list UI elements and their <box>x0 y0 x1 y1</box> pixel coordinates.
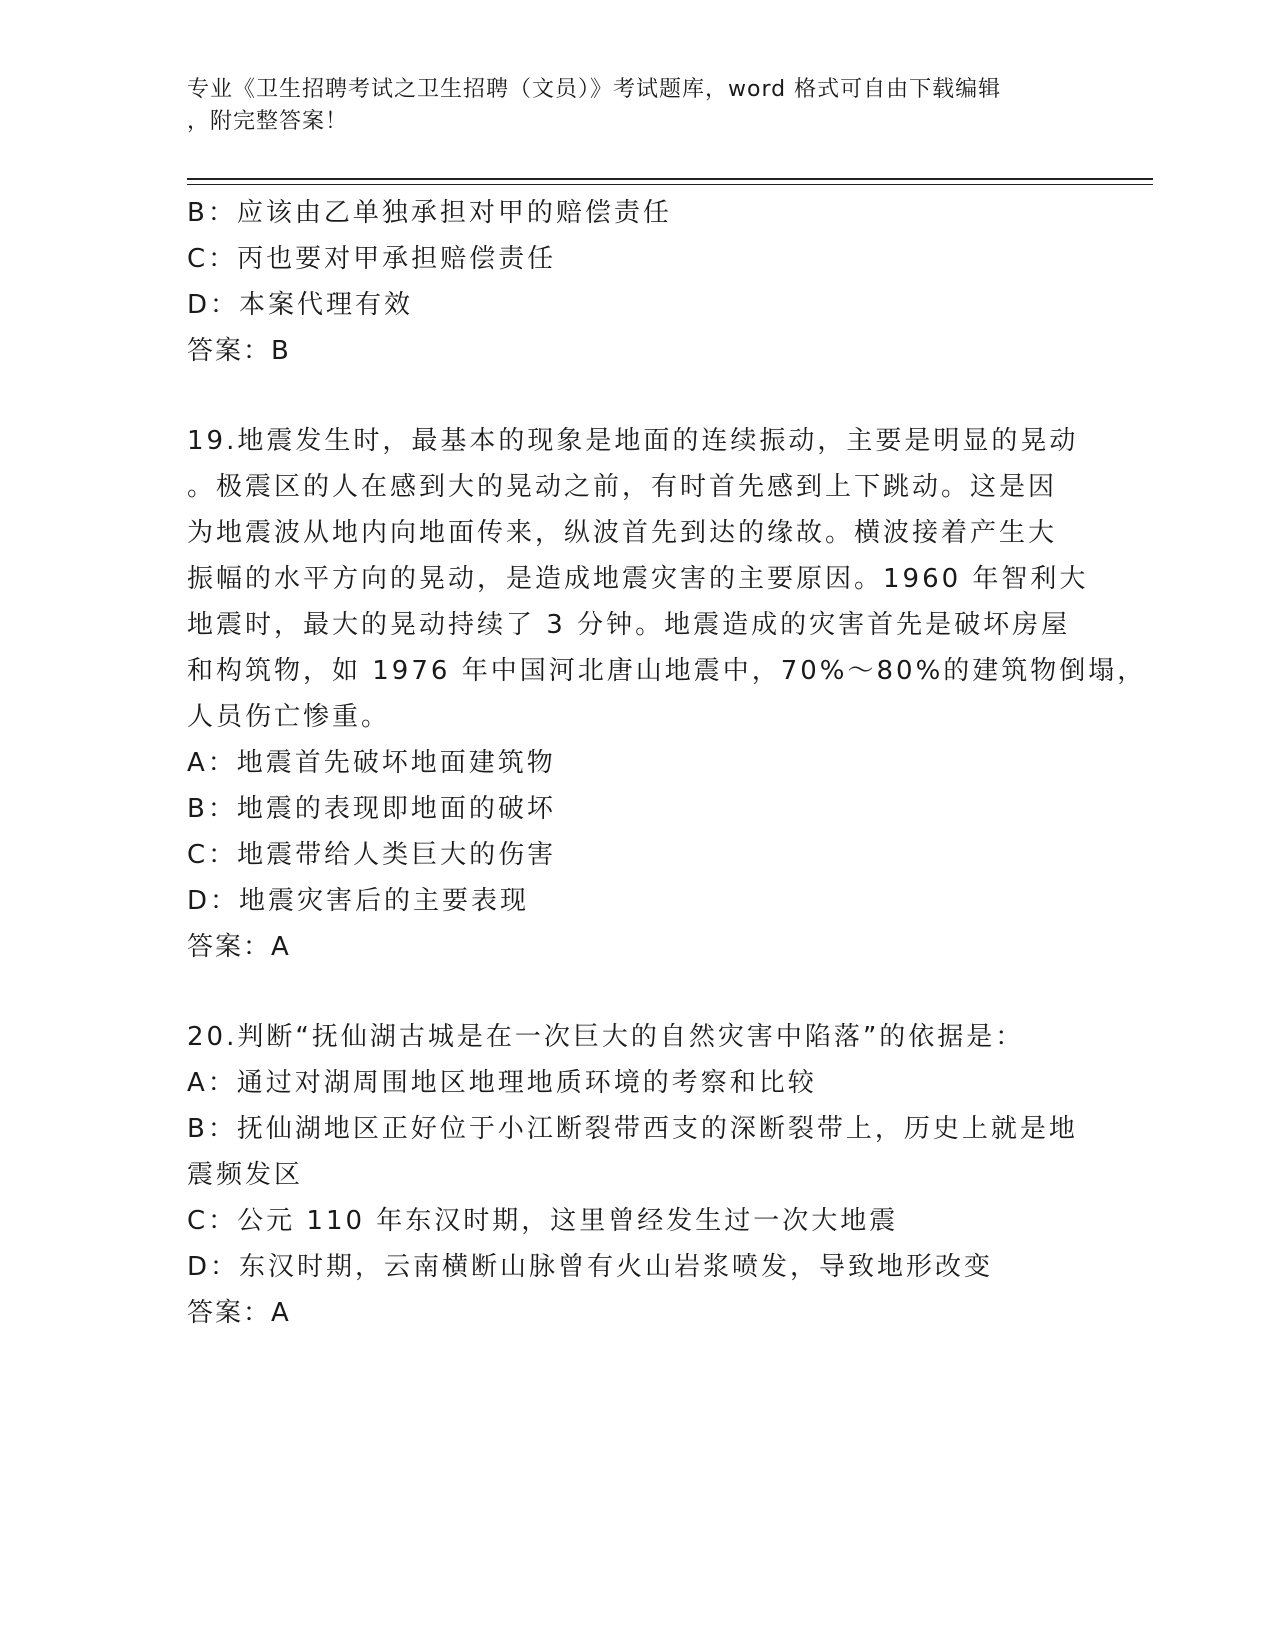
question-20 <box>187 1014 1087 1336</box>
question-stem-line: 振幅的水平方向的晃动，是造成地震灾害的主要原因。1960 年智利大 <box>187 564 1089 594</box>
question-stem-line: 为地震波从地内向地面传来，纵波首先到达的缘故。横波接着产生大 <box>187 518 1058 548</box>
answer: 答案：B <box>187 336 291 366</box>
header-rule-thin <box>187 184 1153 185</box>
header-rule-thick <box>187 178 1153 180</box>
option-c: C：丙也要对甲承担赔偿责任 <box>187 244 557 274</box>
question-19 <box>187 418 1147 970</box>
document-header <box>187 74 1077 138</box>
question-stem-line: 地震时，最大的晃动持续了 3 分钟。地震造成的灾害首先是破坏房屋 <box>187 610 1071 640</box>
option-c: C：公元 110 年东汉时期，这里曾经发生过一次大地震 <box>187 1206 899 1236</box>
option-d: D：地震灾害后的主要表现 <box>187 886 530 916</box>
spacer <box>187 374 1087 418</box>
question-stem-line: 和构筑物，如 1976 年中国河北唐山地震中，70%～80%的建筑物倒塌， <box>187 656 1147 686</box>
header-line-2: ，附完整答案！ <box>187 109 349 134</box>
question-stem-line: 19.地震发生时，最基本的现象是地面的连续振动，主要是明显的晃动 <box>187 426 1079 456</box>
option-b-line-2: 震频发区 <box>187 1160 304 1190</box>
question-18-tail <box>187 190 1087 374</box>
header-line-1: 专业《卫生招聘考试之卫生招聘（文员）》考试题库，word 格式可自由下载编辑 <box>187 77 1002 102</box>
option-d: D：本案代理有效 <box>187 290 414 320</box>
question-stem: 20.判断“抚仙湖古城是在一次巨大的自然灾害中陷落”的依据是： <box>187 1022 1025 1052</box>
option-c: C：地震带给人类巨大的伤害 <box>187 840 557 870</box>
option-a: A：通过对湖周围地区地理地质环境的考察和比较 <box>187 1068 817 1098</box>
question-stem-line: 人员伤亡惨重。 <box>187 702 391 732</box>
option-a: A：地震首先破坏地面建筑物 <box>187 748 556 778</box>
document-body <box>187 190 1147 1336</box>
question-stem-line: 。极震区的人在感到大的晃动之前，有时首先感到上下跳动。这是因 <box>187 472 1058 502</box>
option-b: B：应该由乙单独承担对甲的赔偿责任 <box>187 198 672 228</box>
option-b: B：地震的表现即地面的破坏 <box>187 794 556 824</box>
option-b-line-1: B：抚仙湖地区正好位于小江断裂带西支的深断裂带上，历史上就是地 <box>187 1114 1078 1144</box>
spacer <box>187 970 1087 1014</box>
answer: 答案：A <box>187 932 291 962</box>
answer: 答案：A <box>187 1298 291 1328</box>
option-d: D：东汉时期，云南横断山脉曾有火山岩浆喷发，导致地形改变 <box>187 1252 994 1282</box>
